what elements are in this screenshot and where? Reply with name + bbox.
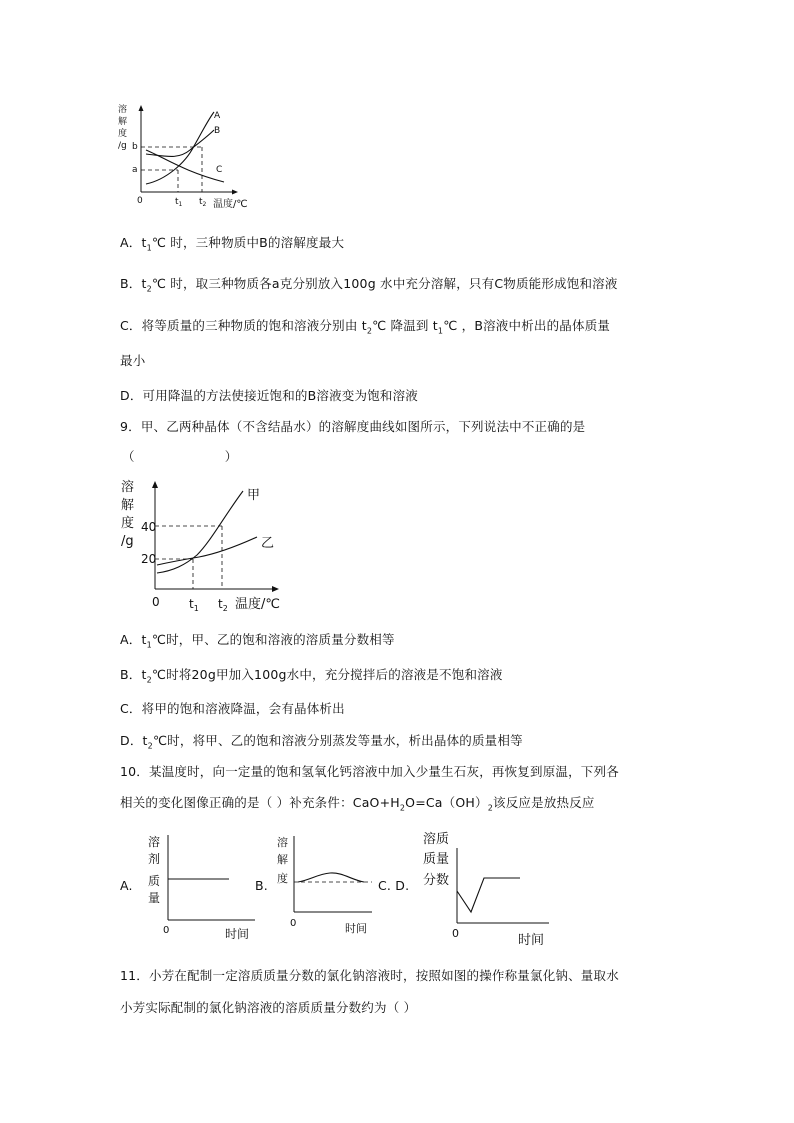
fig2-ylabel-3: 度 <box>121 516 135 531</box>
q8-option-c-cont: 最小 <box>120 353 146 368</box>
q10-graph-b <box>272 830 377 940</box>
fig2-xlabel: 温度/℃ <box>235 597 280 612</box>
figA-ylabel-1: 溶 <box>148 835 161 849</box>
fig1-ytick-b: b <box>132 142 138 152</box>
figD-curve <box>457 878 520 912</box>
q10-option-cd-label: C. D. <box>378 878 410 893</box>
figA-ylabel-2: 剂 <box>148 852 161 866</box>
figA-origin: 0 <box>163 925 170 936</box>
q9-option-d: D．$t_2℃$时，将甲、乙的饱和溶液分别蒸发等量水，析出晶体的质量相等 <box>120 733 523 751</box>
fig1-label-a: A <box>214 111 221 121</box>
figA-ylabel-3: 质 <box>148 874 161 888</box>
fig2-origin: 0 <box>152 595 160 609</box>
fig1-origin: 0 <box>137 196 143 206</box>
fig1-xtick-t1: $t_1$ <box>175 197 183 208</box>
fig2-ylabel-1: 溶 <box>121 480 135 495</box>
fig2-xtick-t1: $t_1$ <box>189 597 199 613</box>
fig2-label-yi: 乙 <box>261 536 275 551</box>
figD-origin: 0 <box>452 927 459 940</box>
figA-ylabel-4: 量 <box>148 891 161 905</box>
fig1-xlabel: 温度/℃ <box>213 199 248 210</box>
fig2-xtick-t2: $t_2$ <box>218 597 228 613</box>
q11-stem-line2: 小芳实际配制的氯化钠溶液的溶质质量分数约为（ ） <box>120 1000 417 1015</box>
fig1-y-arrow <box>139 105 144 111</box>
fig2-x-arrow <box>272 586 279 592</box>
q11-stem-line1: 11．小芳在配制一定溶质质量分数的氯化钠溶液时，按照如图的操作称量氯化钠、量取水 <box>120 968 619 983</box>
fig1-ylabel-2: 解 <box>118 117 128 127</box>
fig2-ylabel-2: 解 <box>121 498 135 513</box>
q8-option-a: A．$t_1℃$ 时，三种物质中B的溶解度最大 <box>120 235 345 253</box>
q8-option-d: D．可用降温的方法使接近饱和的B溶液变为饱和溶液 <box>120 388 419 403</box>
fig1-xtick-t2: $t_2$ <box>199 197 207 208</box>
solubility-chart-jia-yi <box>115 475 290 615</box>
fig1-curve-a <box>146 112 214 184</box>
fig1-curve-c <box>146 150 224 182</box>
fig2-label-jia: 甲 <box>247 488 261 503</box>
fig1-ylabel-1: 溶 <box>118 105 128 115</box>
q8-option-c: C．将等质量的三种物质的饱和溶液分别由 $t_2℃$ 降温到 $t_1℃$ ，B溶液中析出的晶体质量 <box>120 318 611 336</box>
fig2-ylabel-4: /g <box>121 534 134 549</box>
fig2-curve-yi <box>157 537 257 565</box>
q10-option-a-label: A. <box>120 878 133 893</box>
fig1-ytick-a: a <box>132 165 138 175</box>
q10-stem-line1: 10．某温度时，向一定量的饱和氢氧化钙溶液中加入少量生石灰，再恢复到原温，下列各 <box>120 764 619 779</box>
figD-xlabel: 时间 <box>518 933 545 948</box>
fig2-ytick-40: 40 <box>141 520 157 534</box>
figB-ylabel-3: 度 <box>277 872 288 885</box>
q9-answer-paren: （ ） <box>122 449 238 464</box>
q9-option-a: A．$t_1℃$时，甲、乙的饱和溶液的溶质量分数相等 <box>120 632 395 650</box>
figD-ylabel-2: 质量 <box>423 852 450 867</box>
fig1-label-c: C <box>216 165 223 175</box>
q9-option-b: B．$t_2℃$时将20g甲加入100g水中，充分搅拌后的溶液是不饱和溶液 <box>120 667 503 685</box>
figD-ylabel-1: 溶质 <box>423 832 450 847</box>
fig1-x-arrow <box>232 190 238 195</box>
q9-stem: 9．甲、乙两种晶体（不含结晶水）的溶解度曲线如图所示，下列说法中不正确的是 <box>120 419 586 434</box>
figB-xlabel: 时间 <box>345 922 367 935</box>
q10-graph-d <box>422 828 552 953</box>
q8-option-b: B．$t_2℃$ 时，取三种物质各a克分别放入100g 水中充分溶解，只有C物质能形成饱和溶液 <box>120 276 618 294</box>
q10-option-b-label: B. <box>255 878 268 893</box>
q9-option-c: C．将甲的饱和溶液降温，会有晶体析出 <box>120 701 345 716</box>
q10-stem-line2: 相关的变化图像正确的是（ ）补充条件：$CaO+H_2O=Ca(OH)_2$该反应是放热反应 <box>120 795 595 813</box>
figB-ylabel-1: 溶 <box>277 836 288 849</box>
fig2-curve-jia <box>157 491 243 573</box>
fig1-ylabel-3: 度 <box>118 129 128 139</box>
fig2-y-arrow <box>152 481 158 488</box>
solubility-chart-abc <box>110 100 250 215</box>
figA-xlabel: 时间 <box>225 927 250 941</box>
fig1-curve-b <box>146 130 214 157</box>
figB-ylabel-2: 解 <box>277 853 288 866</box>
fig1-label-b: B <box>214 126 221 136</box>
q10-graph-a <box>140 830 260 945</box>
fig2-ytick-20: 20 <box>141 552 157 566</box>
figB-curve <box>298 873 364 882</box>
figD-ylabel-3: 分数 <box>423 873 450 888</box>
fig1-ylabel-4: /g <box>118 141 127 151</box>
figB-origin: 0 <box>290 918 297 929</box>
